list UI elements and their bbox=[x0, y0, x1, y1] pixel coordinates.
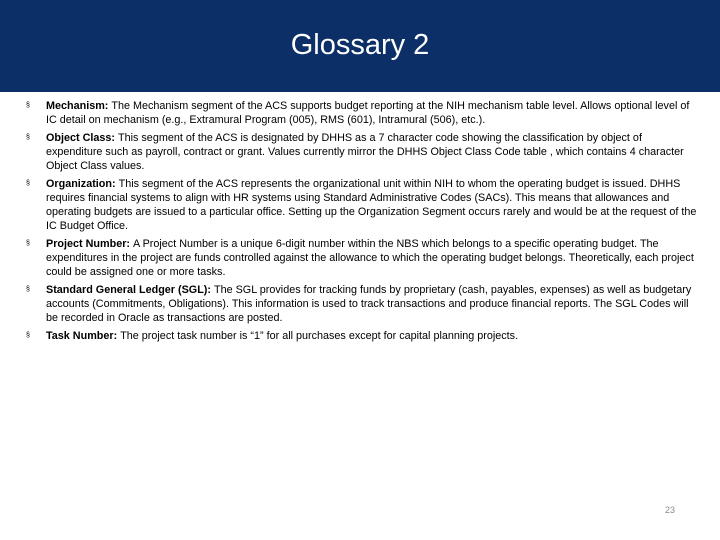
glossary-definition: This segment of the ACS represents the organizational unit within NIH to whom the operating budget is issued. DHHS requires financial systems to align with HR systems using Standard Administrative Codes (SACs). This means that allowances and operating budgets are issued to a particular office. Setting up the Organization Segment occurs rarely and would be at the request of the IC Budget Office. bbox=[46, 178, 697, 232]
glossary-item-organization bbox=[26, 177, 698, 233]
bullet-icon: § bbox=[26, 134, 30, 141]
glossary-term: Object Class: bbox=[46, 132, 119, 144]
glossary-definition: This segment of the ACS is designated by DHHS as a 7 character code showing the classification by object of expenditure such as payroll, contract or grant. Values currently mirror the DHHS Object Class Code table , which contains 4 character Object Class values. bbox=[46, 132, 684, 172]
slide-title: Glossary 2 bbox=[290, 29, 430, 61]
glossary-item-task-number bbox=[26, 329, 698, 343]
glossary-term: Organization: bbox=[46, 178, 119, 190]
glossary-item-project-number bbox=[26, 237, 698, 279]
glossary-definition: The SGL provides for tracking funds by proprietary (cash, payables, expenses) as well as budgetary accounts (Commitments, Obligations). This information is used to track transactions and produce financial reports. The SGL Codes will be recorded in Oracle as transactions are posted. bbox=[46, 284, 692, 324]
glossary-list bbox=[26, 99, 698, 347]
glossary-term: Project Number: bbox=[46, 238, 133, 250]
title-bar bbox=[0, 0, 720, 92]
glossary-definition: The Mechanism segment of the ACS supports budget reporting at the NIH mechanism table level. Allows optional level of IC detail on mechanism (e.g., Extramural Program (005), RMS (601), Intramural (506), etc.). bbox=[46, 100, 690, 126]
glossary-item-object-class bbox=[26, 131, 698, 173]
bullet-icon: § bbox=[26, 286, 30, 293]
glossary-definition: A Project Number is a unique 6-digit number within the NBS which belongs to a specific operating budget. The expenditures in the project are funds controlled against the allowance to which the operating budget belongs. Theoretically, each project could be assigned one or more tasks. bbox=[46, 238, 694, 278]
bullet-icon: § bbox=[26, 332, 30, 339]
bullet-icon: § bbox=[26, 102, 30, 109]
glossary-definition: The project task number is “1” for all purchases except for capital planning projects. bbox=[120, 330, 519, 342]
glossary-term: Task Number: bbox=[46, 330, 121, 342]
glossary-item-mechanism bbox=[26, 99, 698, 127]
glossary-item-sgl bbox=[26, 283, 698, 325]
bullet-icon: § bbox=[26, 180, 30, 187]
glossary-term: Mechanism: bbox=[46, 100, 112, 112]
glossary-term: Standard General Ledger (SGL): bbox=[46, 284, 214, 296]
page-number: 23 bbox=[664, 505, 675, 515]
bullet-icon: § bbox=[26, 240, 30, 247]
